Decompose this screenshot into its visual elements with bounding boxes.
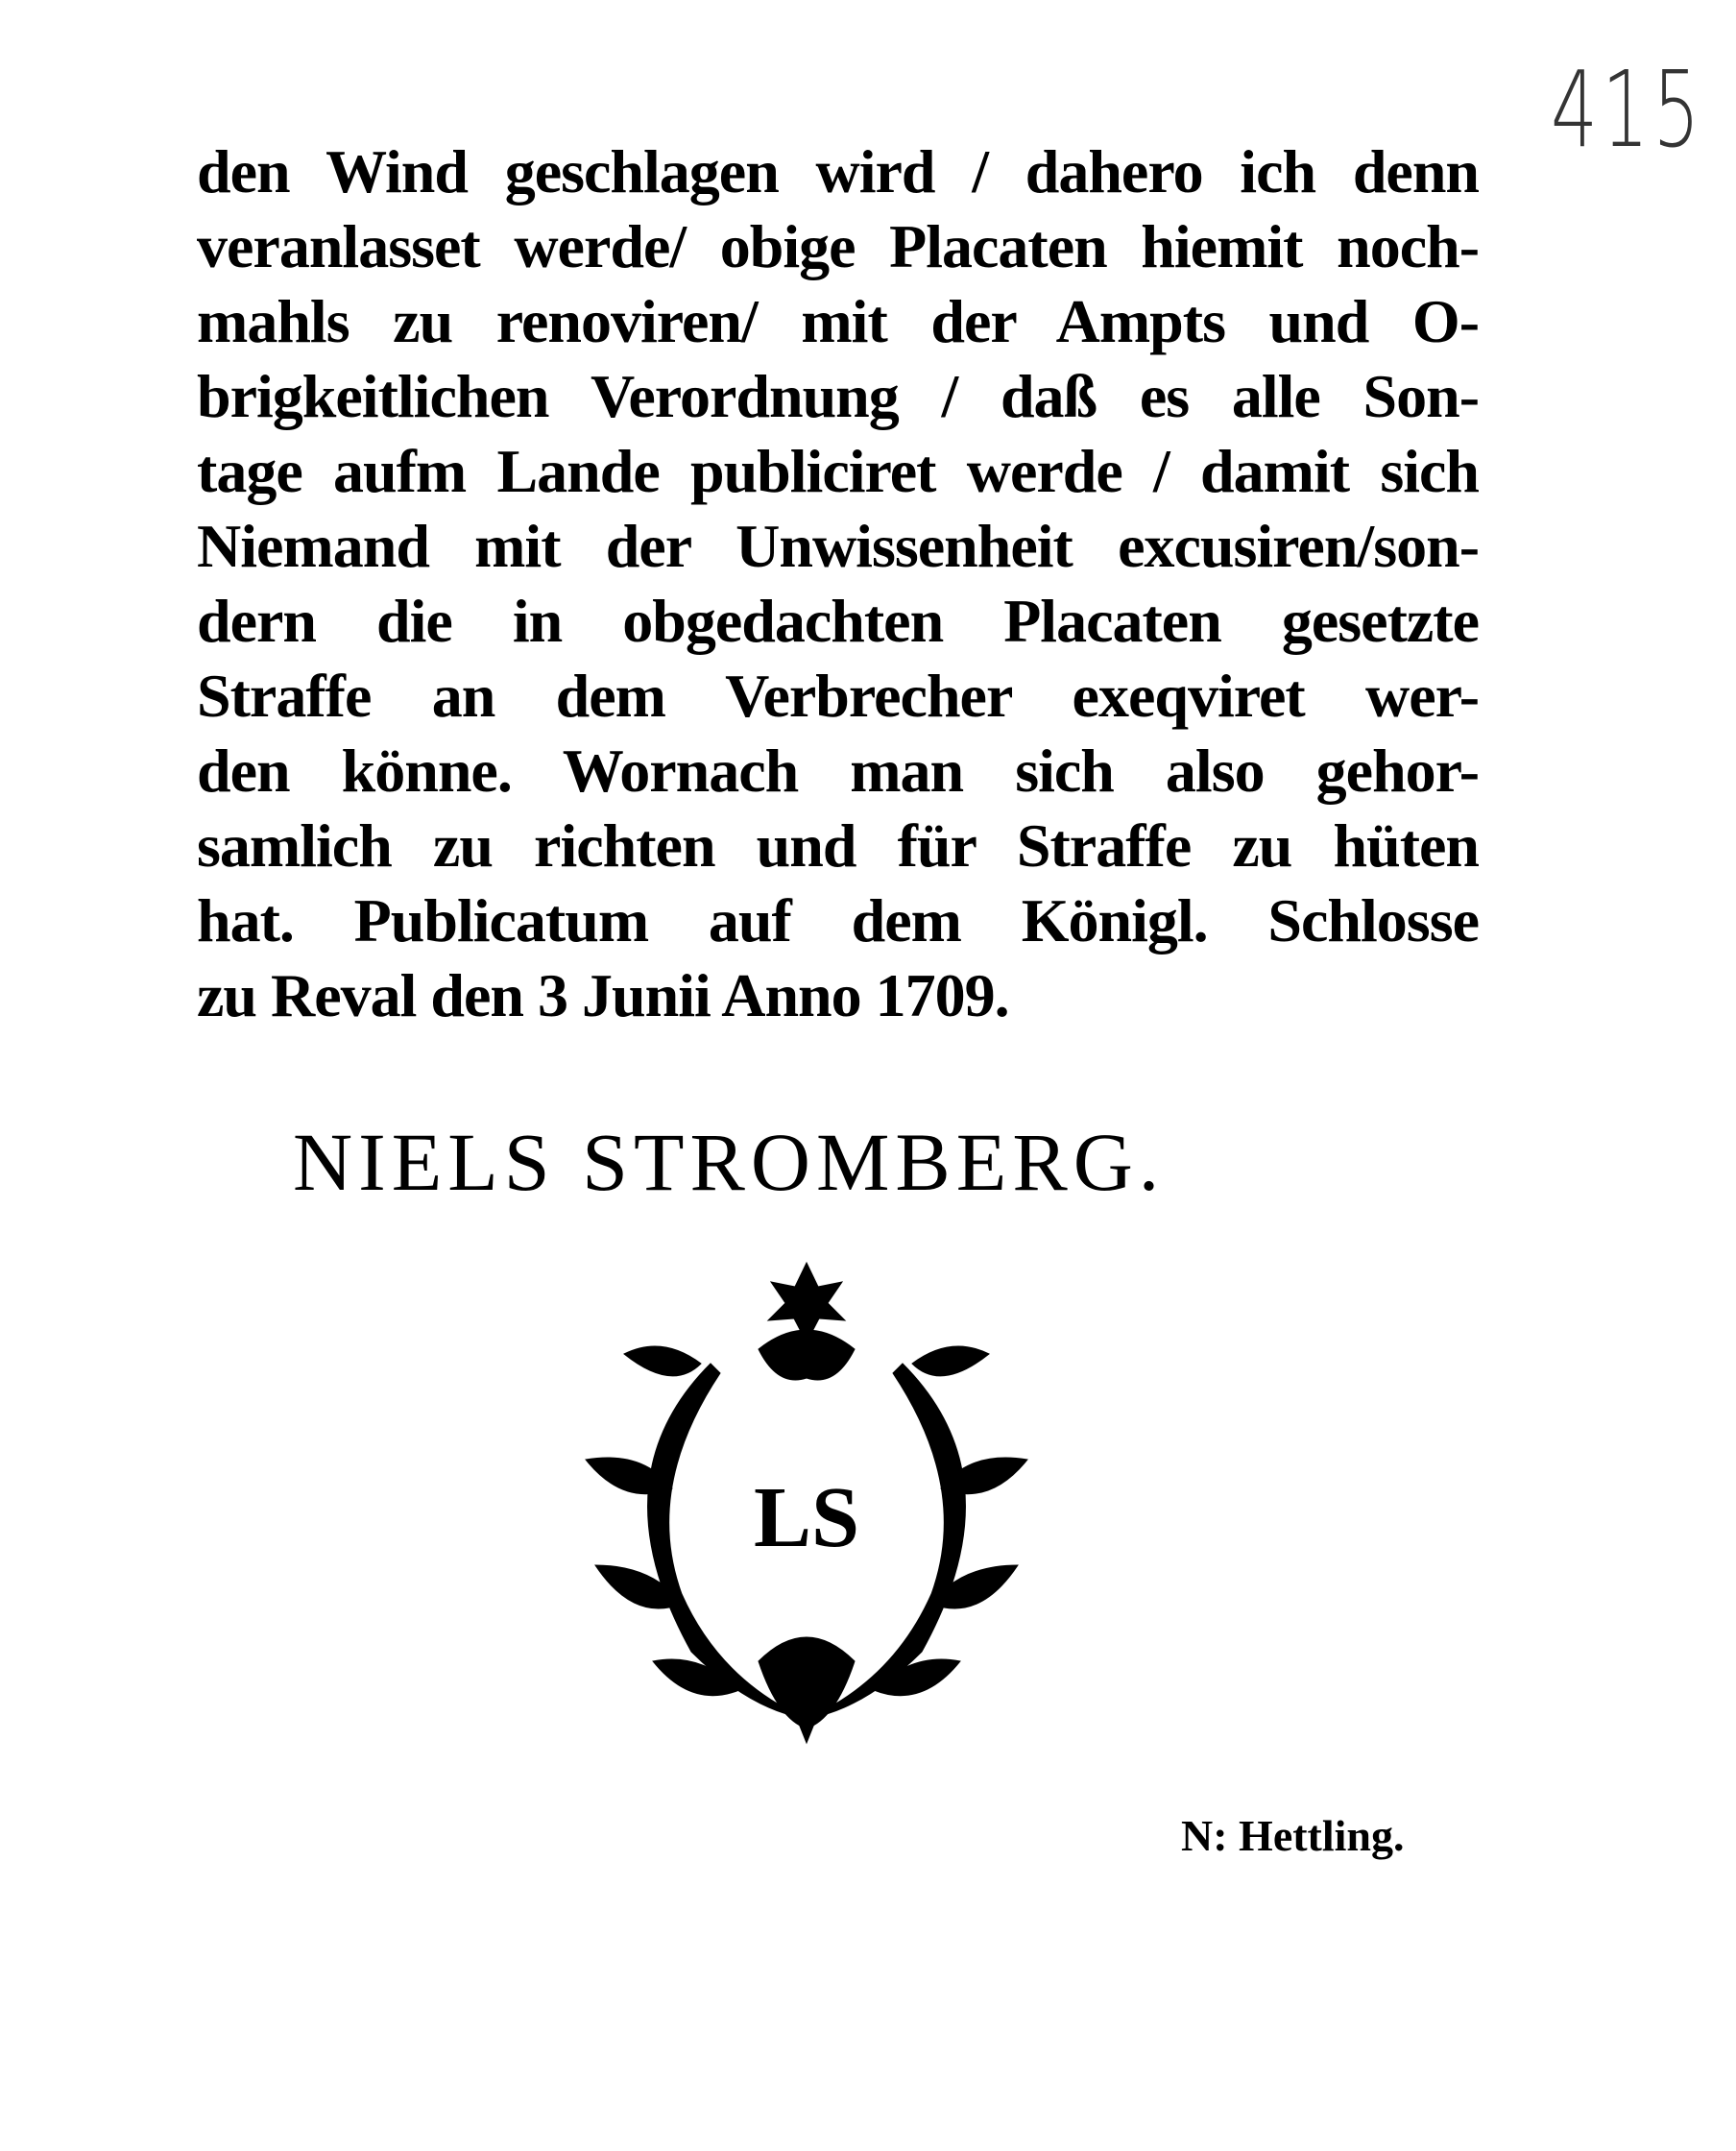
text-line: zu Reval den 3 Junii Anno 1709. <box>197 961 1009 1029</box>
text-line: mahls zu renoviren/ mit der Ampts und O- <box>197 287 1479 355</box>
page-number: 415 <box>1551 48 1704 171</box>
clerk-signature: N: Hettling. <box>1181 1811 1405 1860</box>
text-line: den Wind geschlagen wird / dahero ich denn <box>197 137 1479 205</box>
text-line: veranlasset werde/ obige Placaten hiemit noch- <box>197 212 1479 280</box>
signer-name: NIELS STROMBERG. <box>293 1116 1166 1208</box>
text-line: tage aufm Lande publiciret werde / damit sich <box>197 437 1479 505</box>
text-line: Straffe an dem Verbrecher exeqviret wer- <box>197 662 1479 730</box>
seal-text: LS <box>753 1470 860 1565</box>
body-text <box>197 134 1479 1033</box>
text-line: Niemand mit der Unwissenheit excusiren/son- <box>197 512 1479 580</box>
seal-wreath-icon <box>567 1258 1047 1757</box>
text-line: hat. Publicatum auf dem Königl. Schlosse <box>197 886 1479 955</box>
text-line: samlich zu richten und für Straffe zu hüten <box>197 811 1479 880</box>
text-line: dern die in obgedachten Placaten gesetzte <box>197 587 1479 655</box>
text-line: den könne. Wornach man sich also gehor- <box>197 737 1479 805</box>
text-line: brigkeitlichen Verordnung / daß es alle Son- <box>197 362 1479 430</box>
